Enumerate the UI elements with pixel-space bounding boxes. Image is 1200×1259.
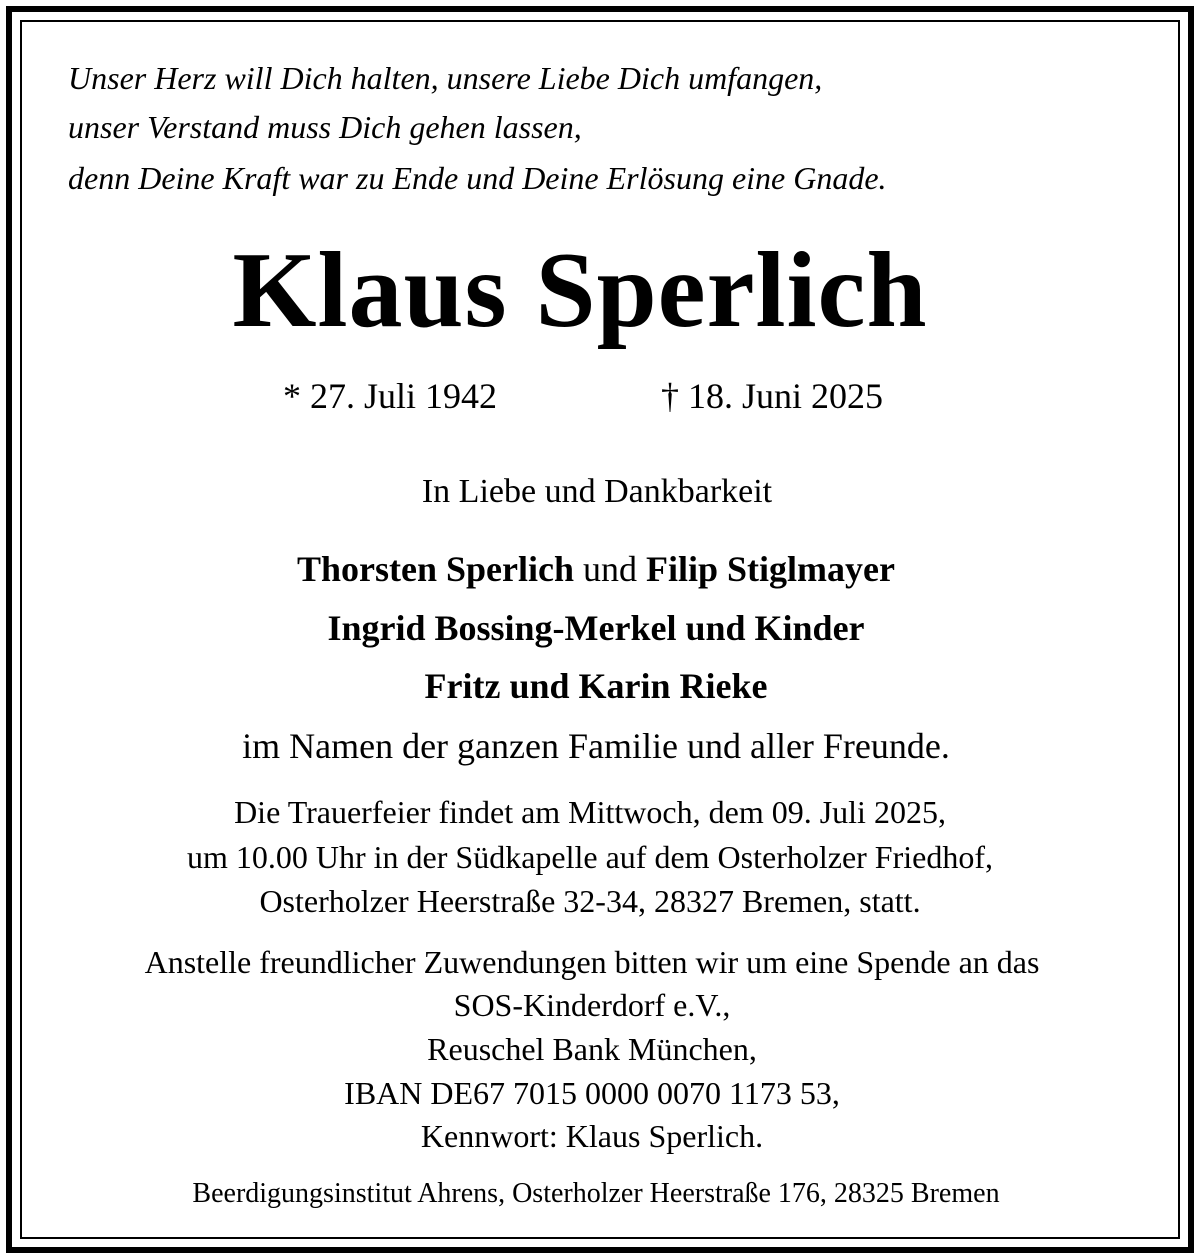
motto-line-2: unser Verstand muss Dich gehen lassen, xyxy=(68,109,582,145)
mourners-line-4: im Namen der ganzen Familie und aller Freunde. xyxy=(242,726,950,766)
donation-line-5: Kennwort: Klaus Sperlich. xyxy=(420,1118,764,1154)
donation-line-4: IBAN DE67 7015 0000 0070 1173 53, xyxy=(344,1075,840,1111)
service-line-2: um 10.00 Uhr in der Südkapelle auf dem Osterholzer Friedhof, xyxy=(186,839,993,875)
mourners-line-3: Fritz und Karin Rieke xyxy=(424,666,768,706)
funeral-home-footer: Beerdigungsinstitut Ahrens, Osterholzer Heerstraße 176, 28325 Bremen xyxy=(192,1178,1000,1209)
death-date: † 18. Juni 2025 xyxy=(661,376,884,416)
mourner-name-b: Filip Stiglmayer xyxy=(646,549,895,589)
donation-line-2: SOS-Kinderdorf e.V., xyxy=(453,987,731,1023)
service-line-3: Osterholzer Heerstraße 32-34, 28327 Bremen, statt. xyxy=(259,883,921,919)
mourners-line-1 xyxy=(0,551,1196,587)
birth-date: * 27. Juli 1942 xyxy=(283,376,498,416)
mourners-line-2: Ingrid Bossing-Merkel und Kinder xyxy=(327,608,865,648)
dedication: In Liebe und Dankbarkeit xyxy=(421,473,773,510)
service-line-1: Die Trauerfeier findet am Mittwoch, dem 09. Juli 2025, xyxy=(234,794,946,830)
motto-line-1: Unser Herz will Dich halten, unsere Liebe Dich umfangen, xyxy=(68,60,823,96)
donation-line-3: Reuschel Bank München, xyxy=(427,1031,757,1067)
deceased-name: Klaus Sperlich xyxy=(232,231,928,350)
mourner-joiner: und xyxy=(574,549,647,589)
motto-line-3: denn Deine Kraft war zu Ende und Deine Erlösung eine Gnade. xyxy=(68,160,887,196)
donation-line-1: Anstelle freundlicher Zuwendungen bitten wir um eine Spende an das xyxy=(144,944,1040,980)
mourner-name-a: Thorsten Sperlich xyxy=(297,549,575,589)
